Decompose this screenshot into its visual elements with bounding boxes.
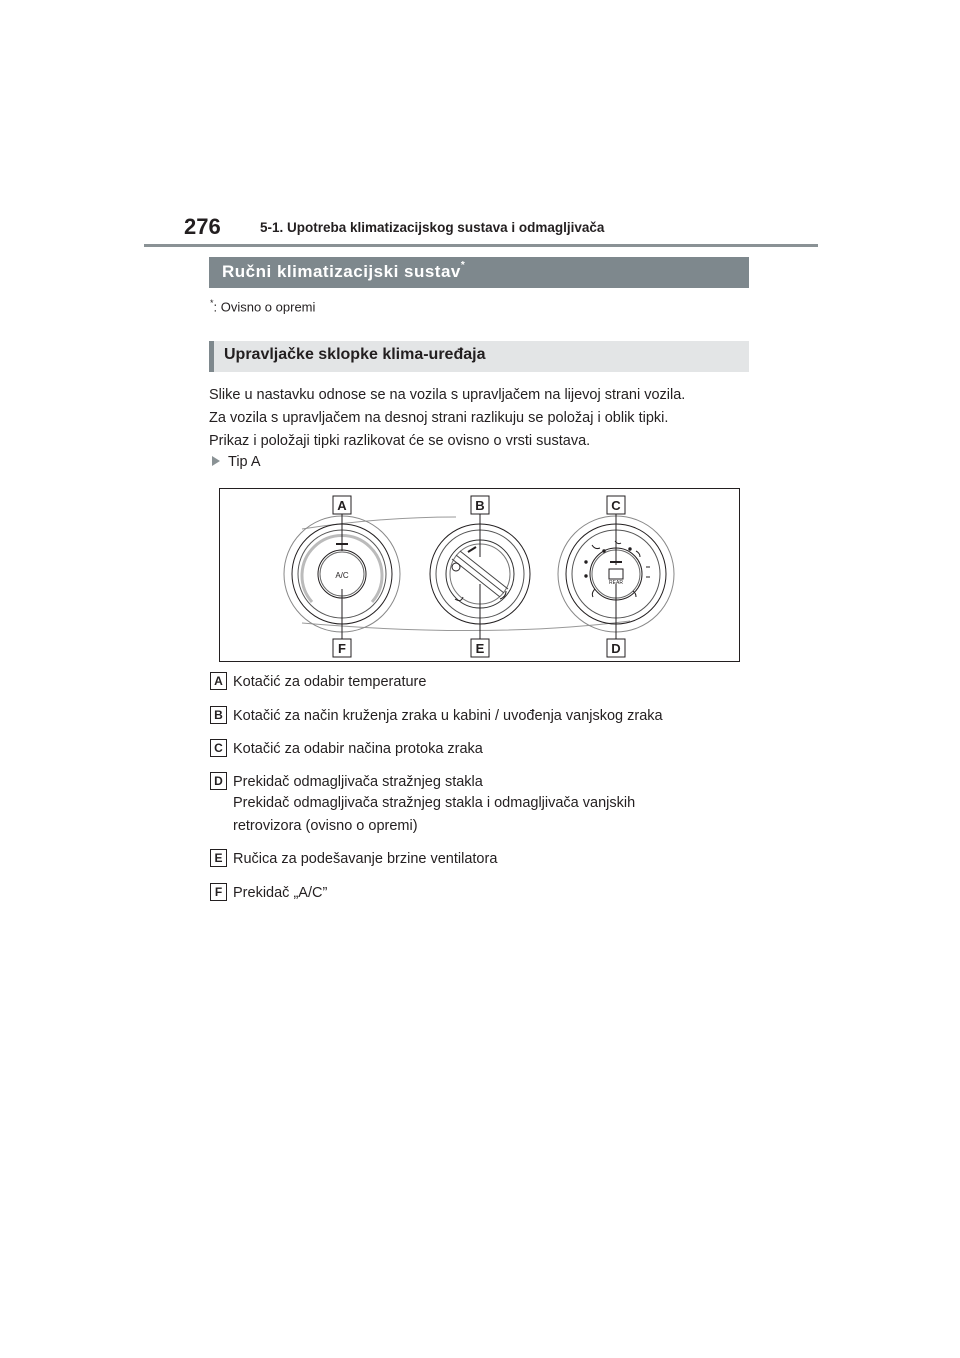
legend-item bbox=[210, 850, 497, 868]
callout-label: A bbox=[337, 498, 347, 513]
ac-button-label: A/C bbox=[335, 571, 349, 580]
callout-label: F bbox=[338, 641, 346, 656]
footnote-marker: * bbox=[210, 298, 214, 308]
legend-text: Kotačić za odabir temperature bbox=[233, 674, 427, 690]
control-panel-figure bbox=[219, 488, 740, 662]
page-number: 276 bbox=[184, 214, 221, 239]
legend-key: C bbox=[210, 739, 227, 757]
rear-defogger-label: REAR bbox=[609, 580, 623, 586]
paragraph-line: Za vozila s upravljačem na desnoj strani razlikuju se položaj i oblik tipki. bbox=[209, 410, 669, 426]
callout-label: B bbox=[475, 498, 485, 513]
callout-label: E bbox=[475, 641, 485, 656]
section-heading bbox=[209, 257, 749, 288]
chapter-title: 5-1. Upotreba klimatizacijskog sustava i odmagljivača bbox=[260, 220, 605, 235]
legend-key: E bbox=[210, 849, 227, 867]
paragraph-line: Slike u nastavku odnose se na vozila s upravljačem na lijevoj strani vozila. bbox=[209, 387, 686, 403]
subsection-title: Upravljačke sklopke klima-uređaja bbox=[224, 346, 486, 363]
legend-item bbox=[210, 740, 483, 758]
intro-paragraph bbox=[209, 384, 769, 453]
header-rule bbox=[144, 244, 818, 247]
legend-key: A bbox=[210, 672, 227, 690]
variant-text: Tip A bbox=[228, 454, 261, 470]
legend-key: F bbox=[210, 883, 227, 901]
legend-item bbox=[210, 673, 426, 691]
legend-item bbox=[210, 707, 663, 725]
subsection-heading bbox=[209, 341, 749, 372]
footnote-text: : Ovisno o opremi bbox=[213, 299, 316, 315]
triangle-bullet-icon bbox=[212, 456, 220, 466]
legend-key: B bbox=[210, 706, 227, 724]
legend-key: D bbox=[210, 772, 227, 790]
variant-label bbox=[212, 454, 261, 470]
callout-label: C bbox=[611, 498, 621, 513]
footnote bbox=[210, 298, 315, 314]
section-footnote-marker: * bbox=[460, 260, 466, 272]
callout-label: D bbox=[611, 641, 621, 656]
legend-text: Kotačić za način kruženja zraka u kabini / uvođenja vanjskog zraka bbox=[233, 708, 663, 724]
legend-item bbox=[210, 884, 327, 902]
legend-text: Prekidač „A/C” bbox=[233, 885, 328, 901]
legend-subtext: retrovizora (ovisno o opremi) bbox=[233, 818, 418, 834]
paragraph-line: Prikaz i položaji tipki razlikovat će se ovisno o vrsti sustava. bbox=[209, 433, 591, 449]
control-panel-illustration bbox=[220, 489, 741, 663]
legend-text: Ručica za podešavanje brzine ventilatora bbox=[233, 851, 498, 867]
legend-item bbox=[210, 773, 635, 838]
legend-text: Kotačić za odabir načina protoka zraka bbox=[233, 741, 483, 757]
legend-text: Prekidač odmagljivača stražnjeg stakla bbox=[233, 774, 483, 790]
section-title: Ručni klimatizacijski sustav bbox=[222, 262, 461, 281]
legend-subtext: Prekidač odmagljivača stražnjeg stakla i odmagljivača vanjskih bbox=[233, 795, 636, 811]
